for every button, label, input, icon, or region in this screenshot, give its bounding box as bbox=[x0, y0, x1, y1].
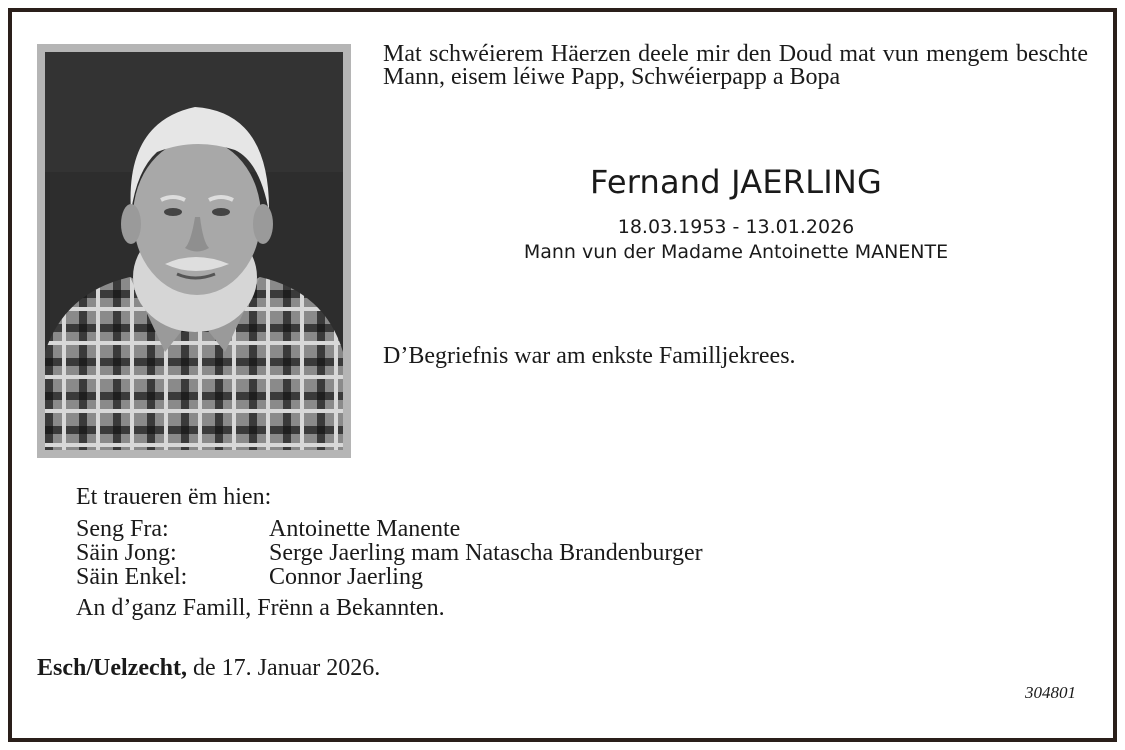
date-line: de 17. Januar 2026. bbox=[192, 655, 381, 681]
mourner-names: Antoinette Manente bbox=[269, 516, 461, 542]
mourner-relation: Säin Enkel: bbox=[76, 564, 188, 590]
mourner-names: Connor Jaerling bbox=[269, 564, 423, 590]
mourners-heading: Et traueren ëm hien: bbox=[76, 484, 272, 510]
mourner-relation: Seng Fra: bbox=[76, 516, 169, 542]
place: Esch/Uelzecht, bbox=[37, 655, 187, 681]
mourner-row bbox=[76, 541, 703, 565]
mourner-names: Serge Jaerling mam Natascha Brandenburger bbox=[269, 540, 703, 566]
reference-number: 304801 bbox=[1025, 683, 1076, 702]
mourners-list bbox=[76, 517, 703, 589]
life-dates: 18.03.1953 - 13.01.2026 bbox=[617, 216, 855, 238]
funeral-note: D’Begriefnis war am enkste Familljekrees. bbox=[383, 343, 796, 369]
spouse-line: Mann vun der Madame Antoinette MANENTE bbox=[523, 241, 949, 263]
deceased-name: Fernand JAERLING bbox=[589, 163, 882, 201]
intro-text: Mat schwéierem Häerzen deele mir den Doud mat vun mengem beschte Mann, eisem léiwe Papp, Schwéierpapp a Bopa bbox=[383, 41, 1088, 90]
mourner-row bbox=[76, 565, 703, 589]
place-date-line bbox=[37, 655, 380, 682]
mourner-relation: Säin Jong: bbox=[76, 540, 177, 566]
portrait-photo bbox=[45, 52, 343, 450]
mourner-row bbox=[76, 517, 703, 541]
mourners-closing: An d’ganz Famill, Frënn a Bekannten. bbox=[76, 595, 445, 621]
